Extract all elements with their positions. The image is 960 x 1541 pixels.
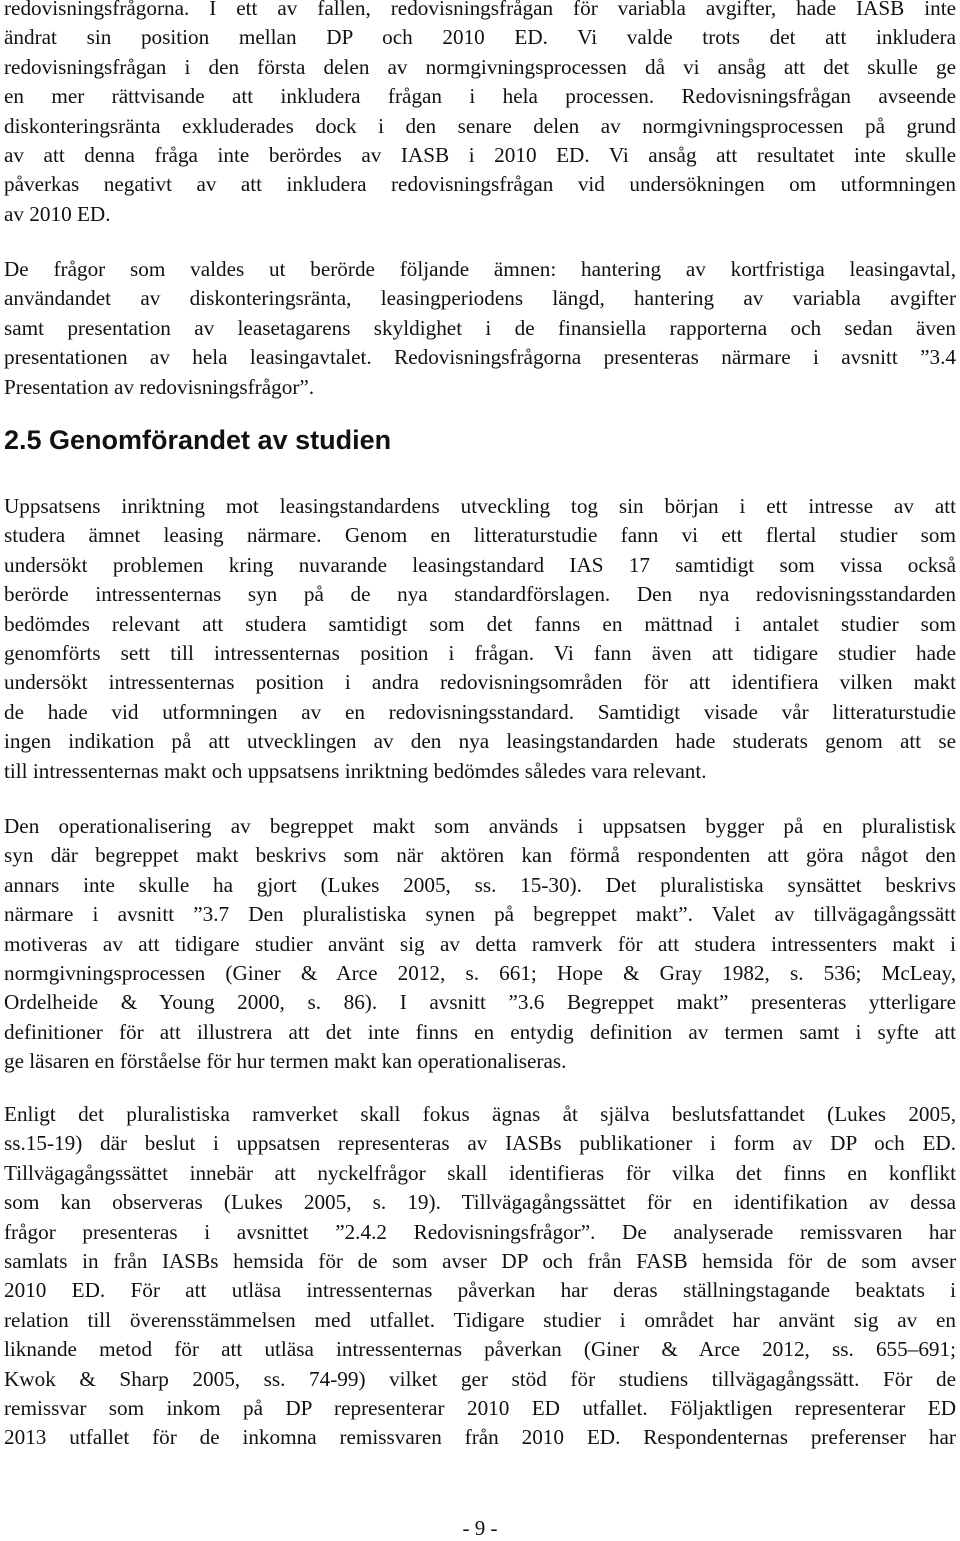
text-line: som kan observeras (Lukes 2005, s. 19). Tillvägagångssättet för en identifikation av dessa	[4, 1190, 956, 1215]
text-line: av att denna fråga inte berördes av IASB i 2010 ED. Vi ansåg att resultatet inte skulle	[4, 143, 956, 168]
text-line: Ordelheide & Young 2000, s. 86). I avsnitt ”3.6 Begreppet makt” presenteras ytterligare	[4, 990, 956, 1015]
text-line: närmare i avsnitt ”3.7 Den pluralistiska synen på begreppet makt”. Valet av tillvägagångssätt	[4, 902, 956, 927]
text-line: undersökt problemen kring nuvarande leasingstandard IAS 17 samtidigt som vissa också	[4, 552, 956, 577]
text-line: ss.15-19) där beslut i uppsatsen representeras av IASBs publikationer i form av DP och ED.	[4, 1131, 956, 1156]
text-line: genomförts sett till intressenternas position i frågan. Vi fann även att tidigare studier hade	[4, 641, 956, 666]
text-line: undersökt intressenternas position i andra redovisningsområden för att identifiera vilken makt	[4, 670, 956, 695]
text-line: 2013 utfallet för de inkomna remissvaren från 2010 ED. Respondenternas preferenser har	[4, 1425, 956, 1450]
text-line: remissvar som inkom på DP representerar 2010 ED utfallet. Följaktligen representerar ED	[4, 1396, 956, 1421]
text-line: 2010 ED. För att utläsa intressenternas påverkan har deras ställningstagande beaktats i	[4, 1278, 956, 1303]
text-line: användandet av diskonteringsränta, leasingperiodens längd, hantering av variabla avgifter	[4, 286, 956, 311]
text-line: berörde intressenternas syn på de nya standardförslagen. Den nya redovisningsstandarden	[4, 582, 956, 607]
text-line: frågor presenteras i avsnittet ”2.4.2 Redovisningsfrågor”. De analyserade remissvaren har	[4, 1219, 956, 1244]
page-number: - 9 -	[462, 1516, 498, 1540]
text-line: ingen indikation på att utvecklingen av den nya leasingstandarden hade studerats genom att se	[4, 729, 956, 754]
text-line: De frågor som valdes ut berörde följande ämnen: hantering av kortfristiga leasingavtal,	[4, 257, 956, 281]
section-heading: 2.5 Genomförandet av studien	[4, 425, 392, 455]
text-line: diskonteringsränta exkluderades dock i den senare delen av normgivningsprocessen på grund	[4, 113, 956, 138]
text-line: till intressenternas makt och uppsatsens inriktning bedömdes således vara relevant.	[4, 758, 707, 783]
text-line: redovisningsfrågan i den första delen av normgivningsprocessen då vi ansåg att det skulle ge	[4, 54, 956, 79]
text-line: redovisningsfrågorna. I ett av fallen, redovisningsfrågan för variabla avgifter, hade IASB inte	[4, 0, 956, 20]
text-line: definitioner för att illustrera att det inte finns en entydig definition av termen samt i syfte att	[4, 1019, 956, 1044]
text-line: annars inte skulle ha gjort (Lukes 2005, ss. 15-30). Det pluralistiska synsättet beskrivs	[4, 872, 956, 897]
text-line: ändrat sin position mellan DP och 2010 ED. Vi valde trots det att inkludera	[4, 25, 956, 50]
paragraph-2	[4, 255, 956, 402]
text-line: samlats in från IASBs hemsida för de som avser DP och från FASB hemsida för de som avser	[4, 1249, 956, 1274]
text-line: syn där begreppet makt beskrivs som när aktören kan förmå respondenten att göra något den	[4, 843, 956, 868]
text-line: påverkas negativt av att inkludera redovisningsfrågan vid undersökningen om utformningen	[4, 172, 956, 197]
paragraph-1	[4, 0, 956, 229]
paragraph-5	[4, 1100, 956, 1453]
text-line: samt presentation av leasetagarens skyldighet i de finansiella rapporterna och sedan även	[4, 315, 956, 340]
text-line: Tillvägagångssättet innebär att nyckelfrågor skall identifieras för vilka det finns en konflikt	[4, 1160, 956, 1185]
text-line: liknande metod för att utläsa intressenternas påverkan (Giner & Arce 2012, ss. 655–691;	[4, 1337, 956, 1362]
text-line: normgivningsprocessen (Giner & Arce 2012, s. 661; Hope & Gray 1982, s. 536; McLeay,	[4, 961, 956, 986]
text-line: Enligt det pluralistiska ramverket skall fokus ägnas åt själva beslutsfattandet (Lukes 2005,	[4, 1102, 956, 1126]
text-line: Uppsatsens inriktning mot leasingstandardens utveckling tog sin början i ett intresse av att	[4, 494, 956, 518]
text-line: Presentation av redovisningsfrågor”.	[4, 374, 315, 399]
text-line: motiveras av att tidigare studier använt sig av detta ramverk för att studera intressenters makt i	[4, 931, 956, 956]
text-line: relation till överensstämmelsen med utfallet. Tidigare studier i området har använt sig av en	[4, 1307, 956, 1332]
text-line: av 2010 ED.	[4, 201, 111, 226]
paragraph-3	[4, 492, 956, 786]
text-line: ge läsaren en förståelse för hur termen makt kan operationaliseras.	[4, 1049, 567, 1074]
text-line: presentationen av hela leasingavtalet. Redovisningsfrågorna presenteras närmare i avsnitt ”3.4	[4, 345, 956, 370]
paragraph-4	[4, 812, 956, 1077]
text-line: studera ämnet leasing närmare. Genom en litteraturstudie fann vi ett flertal studier som	[4, 523, 956, 548]
text-line: Kwok & Sharp 2005, ss. 74-99) vilket ger stöd för studiens tillvägagångssätt. För de	[4, 1366, 956, 1391]
text-line: bedömdes relevant att studera samtidigt som det fanns en mättnad i antalet studier som	[4, 611, 956, 636]
text-line: Den operationalisering av begreppet makt som används i uppsatsen bygger på en pluralistisk	[4, 814, 956, 838]
text-line: de hade vid utformningen av en redovisningsstandard. Samtidigt visade vår litteraturstudie	[4, 699, 956, 724]
text-line: en mer rättvisande att inkludera frågan i hela processen. Redovisningsfrågan avseende	[4, 84, 956, 109]
